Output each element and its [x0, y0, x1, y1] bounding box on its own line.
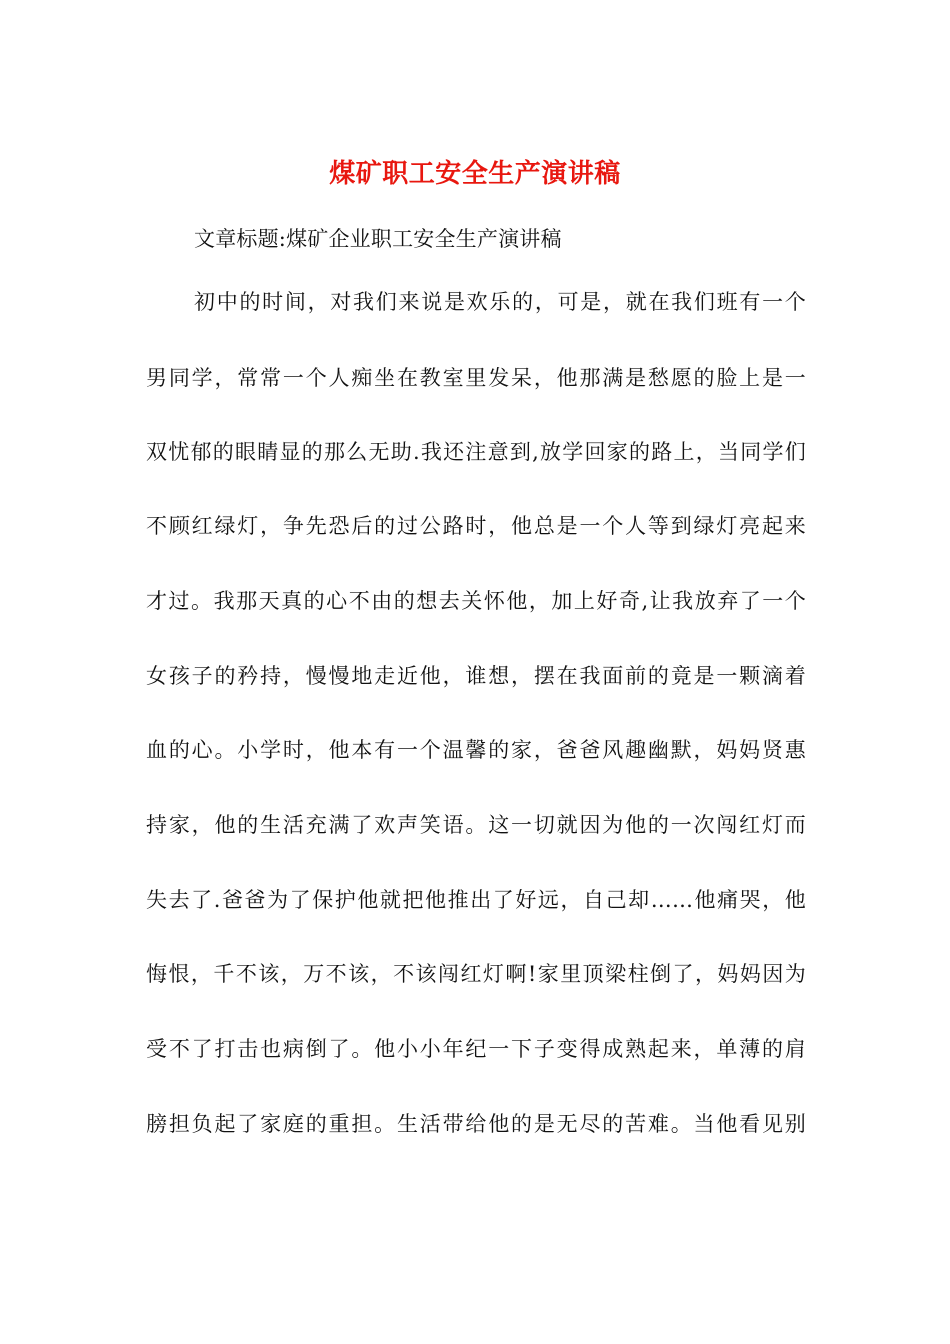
- body-line-6: 女孩子的矜持，慢慢地走近他，谁想，摆在我面前的竟是一颗滴着: [146, 664, 806, 688]
- body-line-2: 男同学，常常一个人痴坐在教室里发呆，他那满是愁愿的脸上是一: [146, 366, 806, 390]
- body-line-8: 持家，他的生活充满了欢声笑语。这一切就因为他的一次闯红灯而: [146, 813, 806, 837]
- body-line-9: 失去了.爸爸为了保护他就把他推出了好远，自己却……他痛哭，他: [146, 888, 806, 912]
- body-line-1: 初中的时间，对我们来说是欢乐的，可是，就在我们班有一个: [194, 290, 806, 314]
- body-line-12: 膀担负起了家庭的重担。生活带给他的是无尽的苦难。当他看见别: [146, 1112, 806, 1136]
- body-line-11: 受不了打击也病倒了。他小小年纪一下子变得成熟起来，单薄的肩: [146, 1037, 806, 1061]
- body-line-7: 血的心。小学时，他本有一个温馨的家，爸爸风趣幽默，妈妈贤惠: [146, 738, 806, 762]
- body-line-3: 双忧郁的眼睛显的那么无助.我还注意到,放学回家的路上，当同学们: [146, 440, 806, 464]
- document-title: 煤矿职工安全生产演讲稿: [329, 159, 621, 189]
- body-line-10: 悔恨，千不该，万不该，不该闯红灯啊!家里顶梁柱倒了，妈妈因为: [146, 962, 806, 986]
- article-subtitle-line: 文章标题:煤矿企业职工安全生产演讲稿: [194, 227, 562, 251]
- body-line-5: 才过。我那天真的心不由的想去关怀他，加上好奇,让我放弃了一个: [146, 589, 806, 613]
- body-line-4: 不顾红绿灯，争先恐后的过公路时，他总是一个人等到绿灯亮起来: [146, 514, 806, 538]
